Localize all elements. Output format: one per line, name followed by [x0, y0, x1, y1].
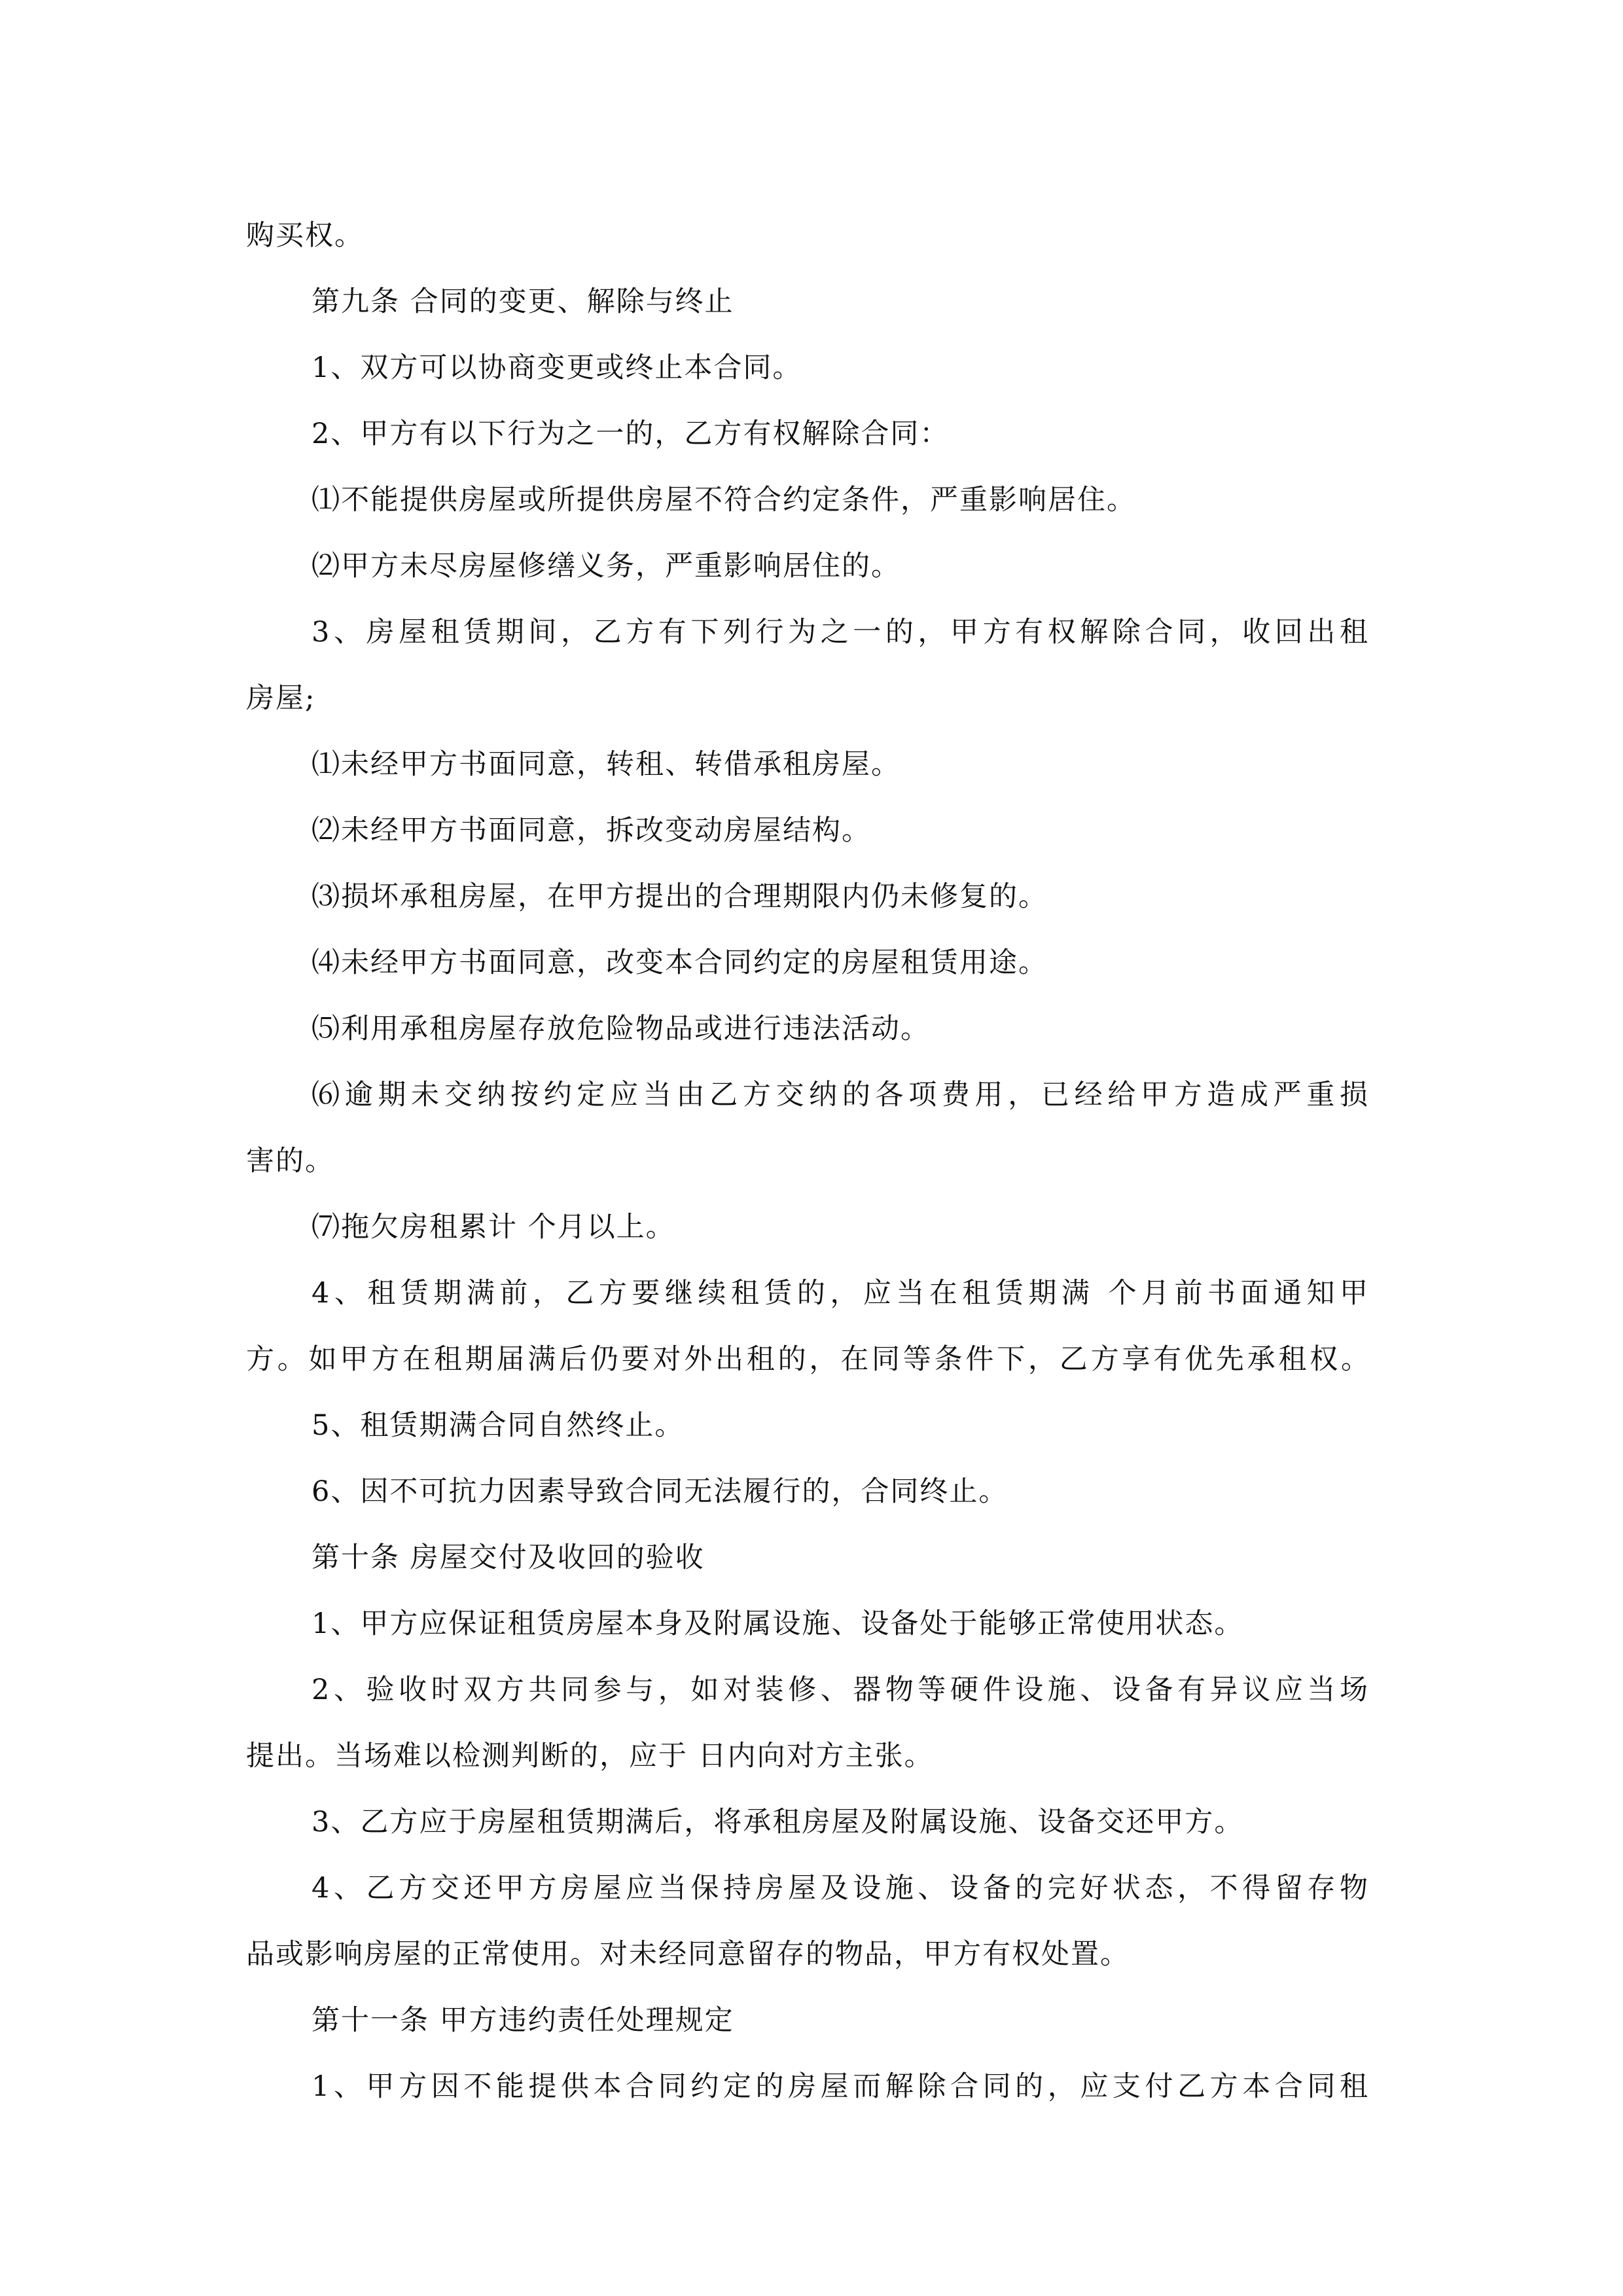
article-heading-11: 第十一条 甲方违约责任处理规定 — [312, 2004, 734, 2037]
clause-line: 4、乙方交还甲方房屋应当保持房屋及设施、设备的完好状态，不得留存物 — [312, 1872, 1369, 1905]
sub-clause-line: ⑴不能提供房屋或所提供房屋不符合约定条件，严重影响居住。 — [312, 484, 1136, 516]
sub-clause-line: ⑺拖欠房租累计 个月以上。 — [312, 1211, 675, 1244]
article-heading-9: 第九条 合同的变更、解除与终止 — [312, 285, 734, 318]
clause-line: 3、乙方应于房屋租赁期满后，将承租房屋及附属设施、设备交还甲方。 — [312, 1806, 1244, 1839]
clause-line: 2、甲方有以下行为之一的，乙方有权解除合同： — [312, 418, 950, 450]
paragraph-line-continuation: 提出。当场难以检测判断的，应于 日内向对方主张。 — [246, 1740, 934, 1772]
clause-line: 4、租赁期满前，乙方要继续租赁的，应当在租赁期满 个月前书面通知甲 — [312, 1277, 1369, 1310]
clause-line: 6、因不可抗力因素导致合同无法履行的，合同终止。 — [312, 1475, 1008, 1508]
paragraph-line-continuation: 害的。 — [246, 1145, 334, 1177]
clause-line: 1、双方可以协商变更或终止本合同。 — [312, 351, 802, 384]
clause-line: 1、甲方应保证租赁房屋本身及附属设施、设备处于能够正常使用状态。 — [312, 1607, 1244, 1640]
paragraph-line-continuation: 品或影响房屋的正常使用。对未经同意留存的物品，甲方有权处置。 — [246, 1938, 1130, 1971]
sub-clause-line: ⑴未经甲方书面同意，转租、转借承租房屋。 — [312, 748, 901, 781]
clause-line: 5、租赁期满合同自然终止。 — [312, 1409, 685, 1442]
paragraph-line-continuation: 房屋; — [246, 682, 316, 715]
sub-clause-line: ⑵甲方未尽房屋修缮义务，严重影响居住的。 — [312, 550, 901, 583]
sub-clause-line: ⑷未经甲方书面同意，改变本合同约定的房屋租赁用途。 — [312, 946, 1048, 979]
paragraph-line-continuation: 方。如甲方在租期届满后仍要对外出租的，在同等条件下，乙方享有优先承租权。 — [246, 1343, 1369, 1376]
clause-line: 2、验收时双方共同参与，如对装修、器物等硬件设施、设备有异议应当场 — [312, 1674, 1369, 1706]
clause-line: 3、房屋租赁期间，乙方有下列行为之一的，甲方有权解除合同，收回出租 — [312, 616, 1369, 649]
document-body — [246, 203, 1369, 2120]
sub-clause-line: ⑶损坏承租房屋，在甲方提出的合理期限内仍未修复的。 — [312, 880, 1048, 913]
article-heading-10: 第十条 房屋交付及收回的验收 — [312, 1541, 705, 1574]
sub-clause-line: ⑹逾期未交纳按约定应当由乙方交纳的各项费用，已经给甲方造成严重损 — [312, 1079, 1369, 1111]
paragraph-line-continuation: 购买权。 — [246, 219, 364, 252]
sub-clause-line: ⑸利用承租房屋存放危险物品或进行违法活动。 — [312, 1013, 930, 1045]
clause-line: 1、甲方因不能提供本合同约定的房屋而解除合同的，应支付乙方本合同租 — [312, 2070, 1369, 2103]
sub-clause-line: ⑵未经甲方书面同意，拆改变动房屋结构。 — [312, 814, 871, 847]
